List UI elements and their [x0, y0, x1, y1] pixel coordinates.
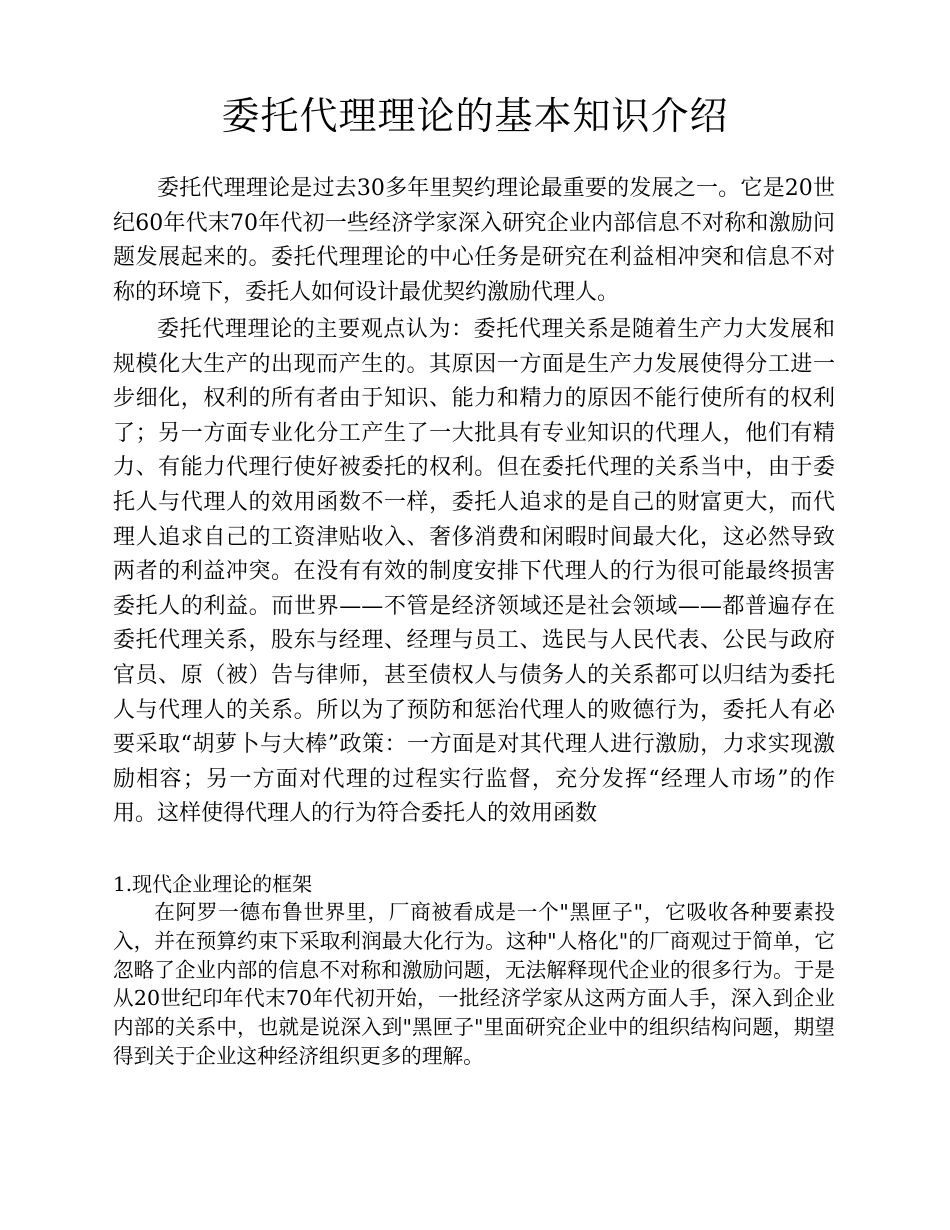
intro-paragraph: 委托代理理论是过去30多年里契约理论最重要的发展之一。它是20世纪60年代末70年代初一些经济学家深入研究企业内部信息不对称和激励问题发展起来的。委托代理理论的中心任务是研究在利益相冲突和信息不对称的环境下，委托人如何设计最优契约激励代理人。 — [113, 176, 835, 305]
document-title: 委托代理理论的基本知识介绍 — [221, 94, 729, 138]
section-paragraph: 在阿罗一德布鲁世界里，厂商被看成是一个"黑匣子"，它吸收各种要素投入，并在预算约束下采取利润最大化行为。这种"人格化"的厂商观过于简单，它忽略了企业内部的信息不对称和激励问题，无法解释现代企业的很多行为。于是从20世纪印年代末70年代初开始，一批经济学家从这两方面人手，深入到企业内部的关系中，也就是说深入到"黑匣子"里面研究企业中的组织结构问题，期望得到关于企业这种经济组织更多的理解。 — [113, 900, 835, 1068]
section-heading: 1.现代企业理论的框架 — [113, 872, 313, 896]
main-viewpoint-paragraph: 委托代理理论的主要观点认为：委托代理关系是随着生产力大发展和规模化大生产的出现而产生的。其原因一方面是生产力发展使得分工进一步细化，权利的所有者由于知识、能力和精力的原因不能行使所有的权利了；另一方面专业化分工产生了一大批具有专业知识的代理人，他们有精力、有能力代理行使好被委托的权利。但在委托代理的关系当中，由于委托人与代理人的效用函数不一样，委托人追求的是自己的财富更大，而代理人追求自己的工资津贴收入、奢侈消费和闲暇时间最大化，这必然导致两者的利益冲突。在没有有效的制度安排下代理人的行为很可能最终损害委托人的利益。而世界——不管是经济领域还是社会领域——都普遍存在委托代理关系，股东与经理、经理与员工、选民与人民代表、公民与政府官员、原（被）告与律师，甚至债权人与债务人的关系都可以归结为委托人与代理人的关系。所以为了预防和惩治代理人的败德行为，委托人有必要采取“胡萝卜与大棒”政策：一方面是对其代理人进行激励，力求实现激励相容；另一方面对代理的过程实行监督，充分发挥“经理人市场”的作用。这样使得代理人的行为符合委托人的效用函数 — [113, 317, 835, 827]
